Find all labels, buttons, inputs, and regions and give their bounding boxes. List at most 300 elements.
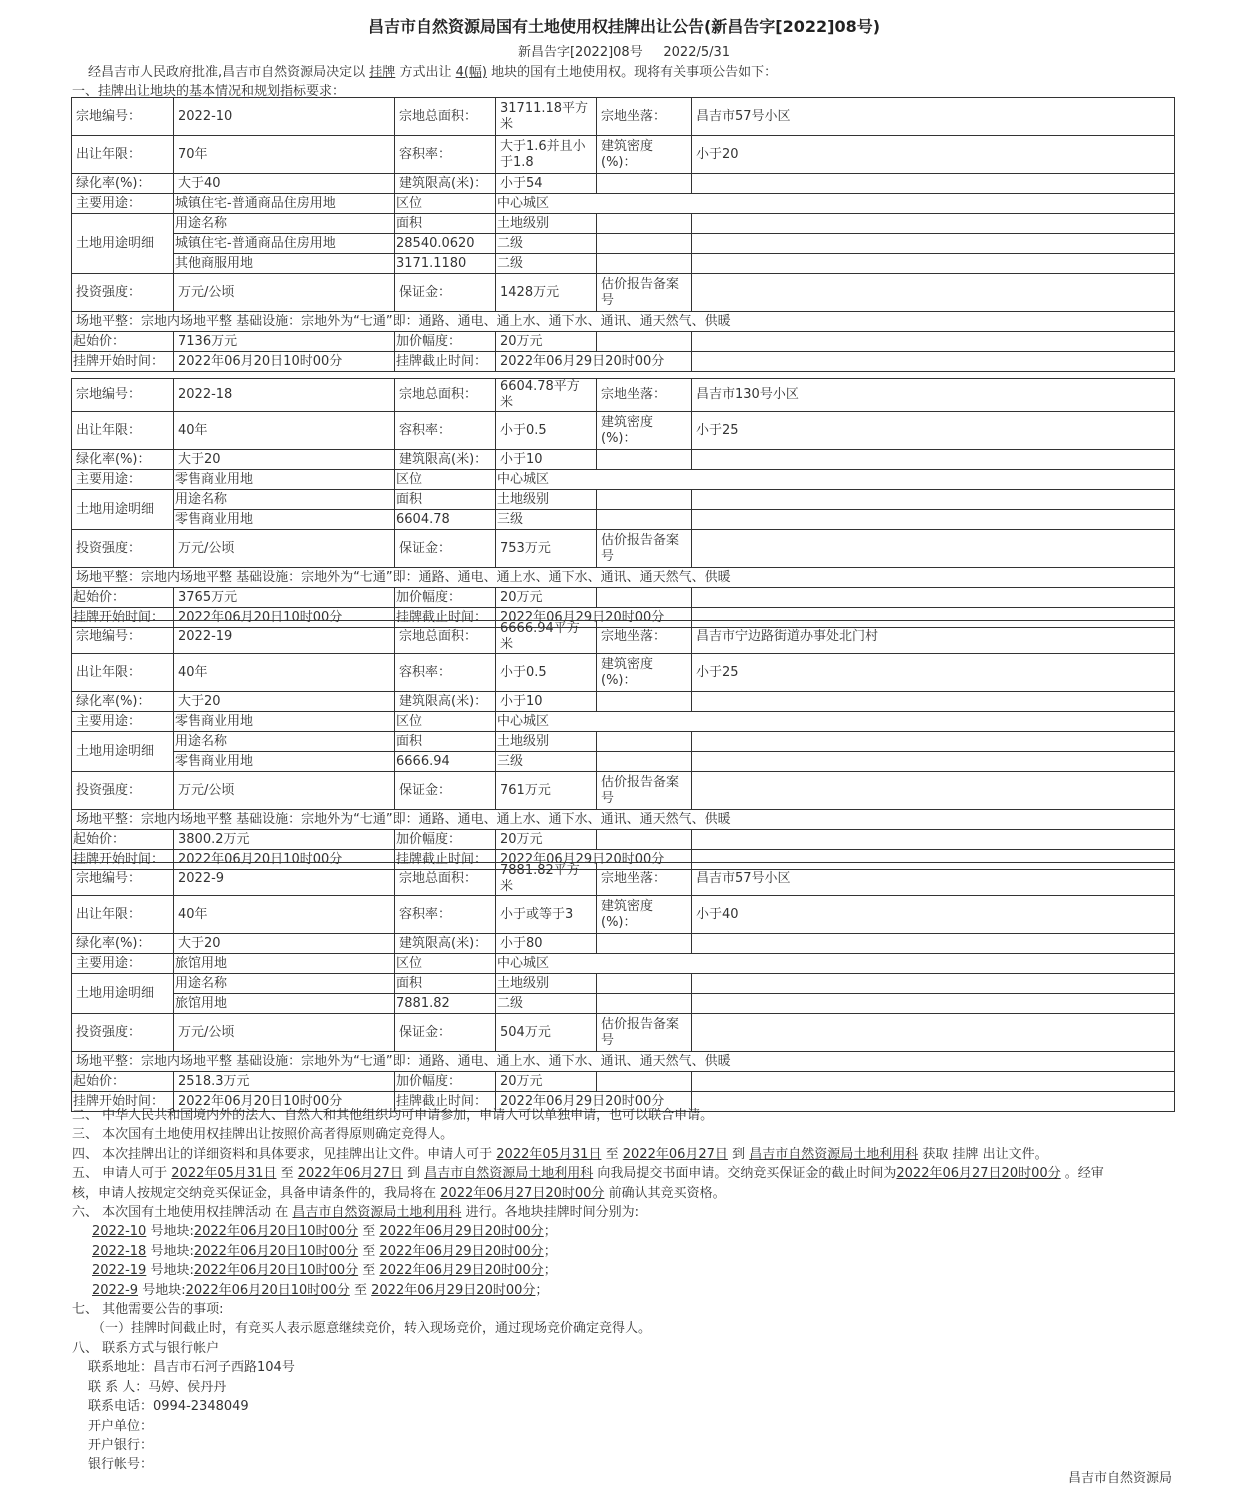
empty-cell <box>597 994 692 1014</box>
row-green <box>72 934 1175 954</box>
empty-cell <box>692 510 1175 530</box>
label-start-time: 挂牌开始时间： <box>72 608 174 628</box>
label-zone: 区位 <box>395 954 496 974</box>
row-main-use <box>72 194 1175 214</box>
row-term <box>72 136 1175 174</box>
label-use-detail: 土地用途明细 <box>72 214 174 274</box>
zone-value: 中心城区 <box>496 470 1175 490</box>
height-value: 小于10 <box>496 692 597 712</box>
label-area: 面积 <box>395 490 496 510</box>
parcel-table <box>71 862 1175 1112</box>
green-value: 大于20 <box>174 692 395 712</box>
label-start-time: 挂牌开始时间： <box>72 850 174 870</box>
row-green <box>72 450 1175 470</box>
parcel-no-value: 2022-19 <box>174 621 395 654</box>
label-invest: 投资强度： <box>72 1014 174 1052</box>
row-price <box>72 1072 1175 1092</box>
empty-cell <box>597 450 692 470</box>
label-far: 容积率： <box>395 136 496 174</box>
label-start-price: 起始价： <box>72 588 174 608</box>
doc-date: 2022/5/31 <box>663 45 731 60</box>
row-green <box>72 174 1175 194</box>
label-start-time: 挂牌开始时间： <box>72 352 174 372</box>
density-value: 小于40 <box>692 896 1175 934</box>
note-2: 二、 中华人民共和国境内外的法人、自然人和其他组织均可申请参加，申请人可以单独申请，也可以联合申请。 <box>72 1108 714 1123</box>
label-parcel_no: 宗地编号： <box>72 621 174 654</box>
empty-cell <box>692 254 1175 274</box>
density-value: 小于20 <box>692 136 1175 174</box>
use-name: 零售商业用地 <box>174 752 395 772</box>
use-grade: 二级 <box>496 234 597 254</box>
use-grade: 二级 <box>496 254 597 274</box>
empty-cell <box>597 214 692 234</box>
location-value: 昌吉市57号小区 <box>692 98 1175 136</box>
total-area-value: 6604.78平方米 <box>496 379 597 412</box>
use-name: 其他商服用地 <box>174 254 395 274</box>
row-infra <box>72 312 1175 332</box>
schedule-end: 2022年06月29日20时00分 <box>379 1263 544 1279</box>
far-value: 小于0.5 <box>496 412 597 450</box>
label-appraisal: 估价报告备案号 <box>597 772 692 810</box>
row-invest <box>72 274 1175 312</box>
schedule-item <box>72 1242 1172 1261</box>
label-increment: 加价幅度： <box>395 830 496 850</box>
height-value: 小于54 <box>496 174 597 194</box>
label-use-name: 用途名称 <box>174 732 395 752</box>
far-value: 大于1.6并且小于1.8 <box>496 136 597 174</box>
start-time-value: 2022年06月20日10时00分 <box>174 850 395 870</box>
label-parcel_no: 宗地编号： <box>72 379 174 412</box>
schedule-text: 号地块: <box>150 1243 194 1259</box>
row-use-header <box>72 490 1175 510</box>
deposit-deadline: 2022年06月27日20时00分 <box>896 1166 1061 1182</box>
empty-cell <box>597 254 692 274</box>
empty-cell <box>692 214 1175 234</box>
parcel-table <box>71 378 1175 628</box>
label-far: 容积率： <box>395 896 496 934</box>
contact-person: 联 系 人：马婷、侯丹丹 <box>88 1379 227 1395</box>
start-time-value: 2022年06月20日10时00分 <box>174 608 395 628</box>
use-name: 旅馆用地 <box>174 994 395 1014</box>
empty-cell <box>597 934 692 954</box>
note-7: 七、 其他需要公告的事项: <box>72 1302 224 1318</box>
schedule-parcel-no: 2022-9 <box>92 1282 139 1298</box>
row-main-use <box>72 470 1175 490</box>
label-grade: 土地级别 <box>496 974 597 994</box>
row-use <box>72 510 1175 530</box>
label-main_use: 主要用途： <box>72 470 174 490</box>
schedule-text: ； <box>543 1224 557 1240</box>
term-value: 40年 <box>174 896 395 934</box>
empty-cell <box>597 234 692 254</box>
empty-cell <box>597 752 692 772</box>
row-term <box>72 896 1175 934</box>
note-text: 六、 本次国有土地使用权挂牌活动 在 <box>72 1205 289 1221</box>
far-value: 小于或等于3 <box>496 896 597 934</box>
empty-cell <box>692 352 1175 372</box>
label-green: 绿化率(%)： <box>72 174 174 194</box>
end-time-value: 2022年06月29日20时00分 <box>496 1092 692 1112</box>
label-use-detail: 土地用途明细 <box>72 974 174 1014</box>
label-grade: 土地级别 <box>496 214 597 234</box>
schedule-text: 至 <box>362 1263 376 1279</box>
parcel-no-value: 2022-10 <box>174 98 395 136</box>
appraisal-value <box>692 772 1175 810</box>
use-grade: 二级 <box>496 994 597 1014</box>
height-value: 小于10 <box>496 450 597 470</box>
schedule-text: 至 <box>362 1243 376 1259</box>
start-price-value: 3765万元 <box>174 588 395 608</box>
row-parcel-no <box>72 863 1175 896</box>
note-text: 到 <box>732 1146 746 1162</box>
schedule-text: 至 <box>353 1282 367 1298</box>
note-4 <box>72 1145 1172 1164</box>
note-text: 到 <box>407 1166 421 1182</box>
label-height: 建筑限高(米)： <box>395 174 496 194</box>
row-main-use <box>72 712 1175 732</box>
use-area: 7881.82 <box>395 994 496 1014</box>
note-5-cont <box>72 1184 1172 1203</box>
label-increment: 加价幅度： <box>395 588 496 608</box>
apply-start-date: 2022年05月31日 <box>496 1146 602 1162</box>
main-use-value: 零售商业用地 <box>174 712 395 732</box>
infra-value: 场地平整：宗地内场地平整 基础设施：宗地外为“七通”即：通路、通电、通上水、通下水、通讯、通天然气、供暖 <box>72 810 1175 830</box>
empty-cell <box>692 234 1175 254</box>
schedule-text: 号地块: <box>142 1282 186 1298</box>
term-value: 70年 <box>174 136 395 174</box>
end-time-value: 2022年06月29日20时00分 <box>496 850 692 870</box>
schedule-end: 2022年06月29日20时00分 <box>379 1243 544 1259</box>
use-area: 3171.1180 <box>395 254 496 274</box>
label-green: 绿化率(%)： <box>72 692 174 712</box>
empty-cell <box>692 174 1175 194</box>
intro-text: 方式出让 <box>399 65 452 80</box>
label-start-price: 起始价： <box>72 332 174 352</box>
end-time-value: 2022年06月29日20时00分 <box>496 352 692 372</box>
green-value: 大于20 <box>174 934 395 954</box>
label-appraisal: 估价报告备案号 <box>597 1014 692 1052</box>
label-term: 出让年限： <box>72 654 174 692</box>
intro-count: 4(幅) <box>455 65 488 80</box>
infra-value: 场地平整：宗地内场地平整 基础设施：宗地外为“七通”即：通路、通电、通上水、通下水、通讯、通天然气、供暖 <box>72 312 1175 332</box>
notes-section <box>72 1106 1172 1475</box>
row-parcel-no <box>72 98 1175 136</box>
schedule-item <box>72 1222 1172 1241</box>
label-end-time: 挂牌截止时间： <box>395 850 496 870</box>
term-value: 40年 <box>174 412 395 450</box>
label-total_area: 宗地总面积： <box>395 98 496 136</box>
schedule-text: ； <box>535 1282 549 1298</box>
use-grade: 三级 <box>496 510 597 530</box>
schedule-list <box>72 1222 1172 1300</box>
schedule-text: 至 <box>362 1224 376 1240</box>
green-value: 大于40 <box>174 174 395 194</box>
use-name: 零售商业用地 <box>174 510 395 530</box>
location-value: 昌吉市宁边路街道办事处北门村 <box>692 621 1175 654</box>
empty-cell <box>692 934 1175 954</box>
deposit-value: 1428万元 <box>496 274 597 312</box>
label-location: 宗地坐落： <box>597 863 692 896</box>
schedule-start: 2022年06月20日10时00分 <box>185 1282 350 1298</box>
empty-cell <box>597 974 692 994</box>
label-total_area: 宗地总面积： <box>395 621 496 654</box>
empty-cell <box>692 450 1175 470</box>
use-area: 6604.78 <box>395 510 496 530</box>
use-name: 城镇住宅-普通商品住房用地 <box>174 234 395 254</box>
invest-value: 万元/公顷 <box>174 274 395 312</box>
start-price-value: 3800.2万元 <box>174 830 395 850</box>
row-main-use <box>72 954 1175 974</box>
empty-cell <box>597 332 692 352</box>
empty-cell <box>692 994 1175 1014</box>
schedule-end: 2022年06月29日20时00分 <box>379 1224 544 1240</box>
label-invest: 投资强度： <box>72 530 174 568</box>
row-invest <box>72 1014 1175 1052</box>
row-infra <box>72 810 1175 830</box>
label-use-detail: 土地用途明细 <box>72 732 174 772</box>
label-increment: 加价幅度： <box>395 332 496 352</box>
empty-cell <box>692 1072 1175 1092</box>
label-invest: 投资强度： <box>72 772 174 810</box>
bank-account: 银行帐号： <box>88 1457 154 1473</box>
schedule-item <box>72 1261 1172 1280</box>
note-8: 八、 联系方式与银行帐户 <box>72 1340 220 1356</box>
label-deposit: 保证金： <box>395 1014 496 1052</box>
row-invest <box>72 530 1175 568</box>
use-area: 28540.0620 <box>395 234 496 254</box>
infra-value: 场地平整：宗地内场地平整 基础设施：宗地外为“七通”即：通路、通电、通上水、通下水、通讯、通天然气、供暖 <box>72 1052 1175 1072</box>
main-use-value: 旅馆用地 <box>174 954 395 974</box>
note-text: 向我局提交书面申请。交纳竞买保证金的截止时间为 <box>597 1166 897 1182</box>
label-height: 建筑限高(米)： <box>395 934 496 954</box>
note-text: 获取 挂牌 出让文件。 <box>922 1146 1048 1162</box>
increment-value: 20万元 <box>496 1072 597 1092</box>
label-term: 出让年限： <box>72 136 174 174</box>
start-price-value: 7136万元 <box>174 332 395 352</box>
contact-address: 联系地址：昌吉市石河子西路104号 <box>88 1360 295 1376</box>
parcel-no-value: 2022-18 <box>174 379 395 412</box>
total-area-value: 6666.94平方米 <box>496 621 597 654</box>
invest-value: 万元/公顷 <box>174 772 395 810</box>
note-text: 前确认其竞买资格。 <box>608 1185 726 1201</box>
empty-cell <box>692 732 1175 752</box>
label-use-name: 用途名称 <box>174 974 395 994</box>
empty-cell <box>692 332 1175 352</box>
page-title: 昌吉市自然资源局国有土地使用权挂牌出让公告(新昌告字[2022]08号) <box>367 17 881 36</box>
term-value: 40年 <box>174 654 395 692</box>
row-use-header <box>72 732 1175 752</box>
label-deposit: 保证金： <box>395 772 496 810</box>
label-main_use: 主要用途： <box>72 712 174 732</box>
label-density: 建筑密度(%)： <box>597 136 692 174</box>
label-height: 建筑限高(米)： <box>395 692 496 712</box>
schedule-parcel-no: 2022-10 <box>92 1224 147 1240</box>
location-value: 昌吉市130号小区 <box>692 379 1175 412</box>
label-area: 面积 <box>395 214 496 234</box>
label-zone: 区位 <box>395 194 496 214</box>
label-green: 绿化率(%)： <box>72 934 174 954</box>
parcel-table <box>71 620 1175 870</box>
doc-number: 新昌告字[2022]08号 <box>517 45 643 60</box>
label-end-time: 挂牌截止时间： <box>395 352 496 372</box>
label-location: 宗地坐落： <box>597 379 692 412</box>
row-price <box>72 332 1175 352</box>
deposit-value: 753万元 <box>496 530 597 568</box>
schedule-text: ； <box>543 1243 557 1259</box>
deposit-value: 504万元 <box>496 1014 597 1052</box>
empty-cell <box>597 692 692 712</box>
label-term: 出让年限： <box>72 412 174 450</box>
intro-method: 挂牌 <box>369 65 396 80</box>
empty-cell <box>692 830 1175 850</box>
infra-value: 场地平整：宗地内场地平整 基础设施：宗地外为“七通”即：通路、通电、通上水、通下水、通讯、通天然气、供暖 <box>72 568 1175 588</box>
label-far: 容积率： <box>395 654 496 692</box>
note-text: 。经审 <box>1064 1166 1104 1182</box>
label-far: 容积率： <box>395 412 496 450</box>
empty-cell <box>692 490 1175 510</box>
row-use <box>72 994 1175 1014</box>
office-place: 昌吉市自然资源局土地利用科 <box>424 1166 594 1182</box>
density-value: 小于25 <box>692 412 1175 450</box>
use-area: 6666.94 <box>395 752 496 772</box>
increment-value: 20万元 <box>496 830 597 850</box>
note-text: 四、 本次挂牌出让的详细资料和具体要求，见挂牌出让文件。申请人可于 <box>72 1146 493 1162</box>
label-parcel_no: 宗地编号： <box>72 863 174 896</box>
schedule-parcel-no: 2022-18 <box>92 1243 147 1259</box>
schedule-text: 号地块: <box>150 1263 194 1279</box>
row-parcel-no <box>72 379 1175 412</box>
note-6 <box>72 1203 1172 1222</box>
label-main_use: 主要用途： <box>72 954 174 974</box>
office-place: 昌吉市自然资源局土地利用科 <box>749 1146 919 1162</box>
empty-cell <box>597 732 692 752</box>
row-invest <box>72 772 1175 810</box>
row-price <box>72 830 1175 850</box>
intro-paragraph <box>88 61 777 80</box>
empty-cell <box>597 174 692 194</box>
note-text: 至 <box>280 1166 294 1182</box>
schedule-item <box>72 1281 1172 1300</box>
row-infra <box>72 568 1175 588</box>
end-time-value: 2022年06月29日20时00分 <box>496 608 692 628</box>
label-deposit: 保证金： <box>395 274 496 312</box>
label-increment: 加价幅度： <box>395 1072 496 1092</box>
note-3: 三、 本次国有土地使用权挂牌出让按照价高者得原则确定竞得人。 <box>72 1127 454 1143</box>
label-use-detail: 土地用途明细 <box>72 490 174 530</box>
row-parcel-no <box>72 621 1175 654</box>
note-7-1: （一）挂牌时间截止时，有竞买人表示愿意继续竞价，转入现场竞价，通过现场竞价确定竞得人。 <box>92 1321 652 1337</box>
intro-text: 经昌吉市人民政府批准,昌吉市自然资源局决定以 <box>88 65 366 80</box>
row-use <box>72 254 1175 274</box>
empty-cell <box>597 830 692 850</box>
empty-cell <box>597 490 692 510</box>
row-use <box>72 752 1175 772</box>
start-time-value: 2022年06月20日10时00分 <box>174 1092 395 1112</box>
empty-cell <box>692 588 1175 608</box>
label-deposit: 保证金： <box>395 530 496 568</box>
main-use-value: 零售商业用地 <box>174 470 395 490</box>
schedule-end: 2022年06月29日20时00分 <box>371 1282 536 1298</box>
increment-value: 20万元 <box>496 588 597 608</box>
zone-value: 中心城区 <box>496 712 1175 732</box>
height-value: 小于80 <box>496 934 597 954</box>
empty-cell <box>692 752 1175 772</box>
total-area-value: 7881.82平方米 <box>496 863 597 896</box>
note-5 <box>72 1164 1172 1183</box>
label-appraisal: 估价报告备案号 <box>597 530 692 568</box>
empty-cell <box>692 692 1175 712</box>
label-density: 建筑密度(%)： <box>597 412 692 450</box>
far-value: 小于0.5 <box>496 654 597 692</box>
label-grade: 土地级别 <box>496 732 597 752</box>
label-area: 面积 <box>395 974 496 994</box>
qualification-date: 2022年06月27日20时00分 <box>440 1185 605 1201</box>
schedule-start: 2022年06月20日10时00分 <box>193 1224 359 1240</box>
label-use-name: 用途名称 <box>174 490 395 510</box>
row-use-header <box>72 214 1175 234</box>
label-appraisal: 估价报告备案号 <box>597 274 692 312</box>
appraisal-value <box>692 1014 1175 1052</box>
parcel-table <box>71 97 1175 372</box>
invest-value: 万元/公顷 <box>174 530 395 568</box>
row-use-header <box>72 974 1175 994</box>
label-use-name: 用途名称 <box>174 214 395 234</box>
office-place: 昌吉市自然资源局土地利用科 <box>292 1205 462 1221</box>
label-parcel_no: 宗地编号： <box>72 98 174 136</box>
note-text: 至 <box>605 1146 619 1162</box>
parcel-no-value: 2022-9 <box>174 863 395 896</box>
main-use-value: 城镇住宅-普通商品住房用地 <box>174 194 395 214</box>
label-end-time: 挂牌截止时间： <box>395 608 496 628</box>
label-total_area: 宗地总面积： <box>395 863 496 896</box>
label-zone: 区位 <box>395 470 496 490</box>
schedule-parcel-no: 2022-19 <box>92 1263 147 1279</box>
note-text: 核，申请人按规定交纳竞买保证金，具备申请条件的，我局将在 <box>72 1185 437 1201</box>
note-text: 五、 申请人可于 <box>72 1166 168 1182</box>
row-time <box>72 352 1175 372</box>
label-location: 宗地坐落： <box>597 98 692 136</box>
density-value: 小于25 <box>692 654 1175 692</box>
label-term: 出让年限： <box>72 896 174 934</box>
label-density: 建筑密度(%)： <box>597 896 692 934</box>
zone-value: 中心城区 <box>496 194 1175 214</box>
label-start-price: 起始价： <box>72 830 174 850</box>
use-grade: 三级 <box>496 752 597 772</box>
doc-number-line <box>0 41 1248 60</box>
total-area-value: 31711.18平方米 <box>496 98 597 136</box>
label-total_area: 宗地总面积： <box>395 379 496 412</box>
appraisal-value <box>692 274 1175 312</box>
label-invest: 投资强度： <box>72 274 174 312</box>
row-green <box>72 692 1175 712</box>
empty-cell <box>597 588 692 608</box>
section-1-heading: 一、挂牌出让地块的基本情况和规划指标要求： <box>72 84 346 99</box>
label-grade: 土地级别 <box>496 490 597 510</box>
deposit-value: 761万元 <box>496 772 597 810</box>
zone-value: 中心城区 <box>496 954 1175 974</box>
label-location: 宗地坐落： <box>597 621 692 654</box>
contact-phone: 联系电话：0994-2348049 <box>88 1399 249 1415</box>
bank-unit: 开户单位： <box>88 1418 154 1434</box>
note-text: 进行。各地块挂牌时间分别为: <box>465 1205 639 1221</box>
row-infra <box>72 1052 1175 1072</box>
intro-text: 地块的国有土地使用权。现将有关事项公告如下： <box>491 65 778 80</box>
schedule-start: 2022年06月20日10时00分 <box>193 1263 359 1279</box>
invest-value: 万元/公顷 <box>174 1014 395 1052</box>
label-zone: 区位 <box>395 712 496 732</box>
label-main_use: 主要用途： <box>72 194 174 214</box>
row-term <box>72 654 1175 692</box>
